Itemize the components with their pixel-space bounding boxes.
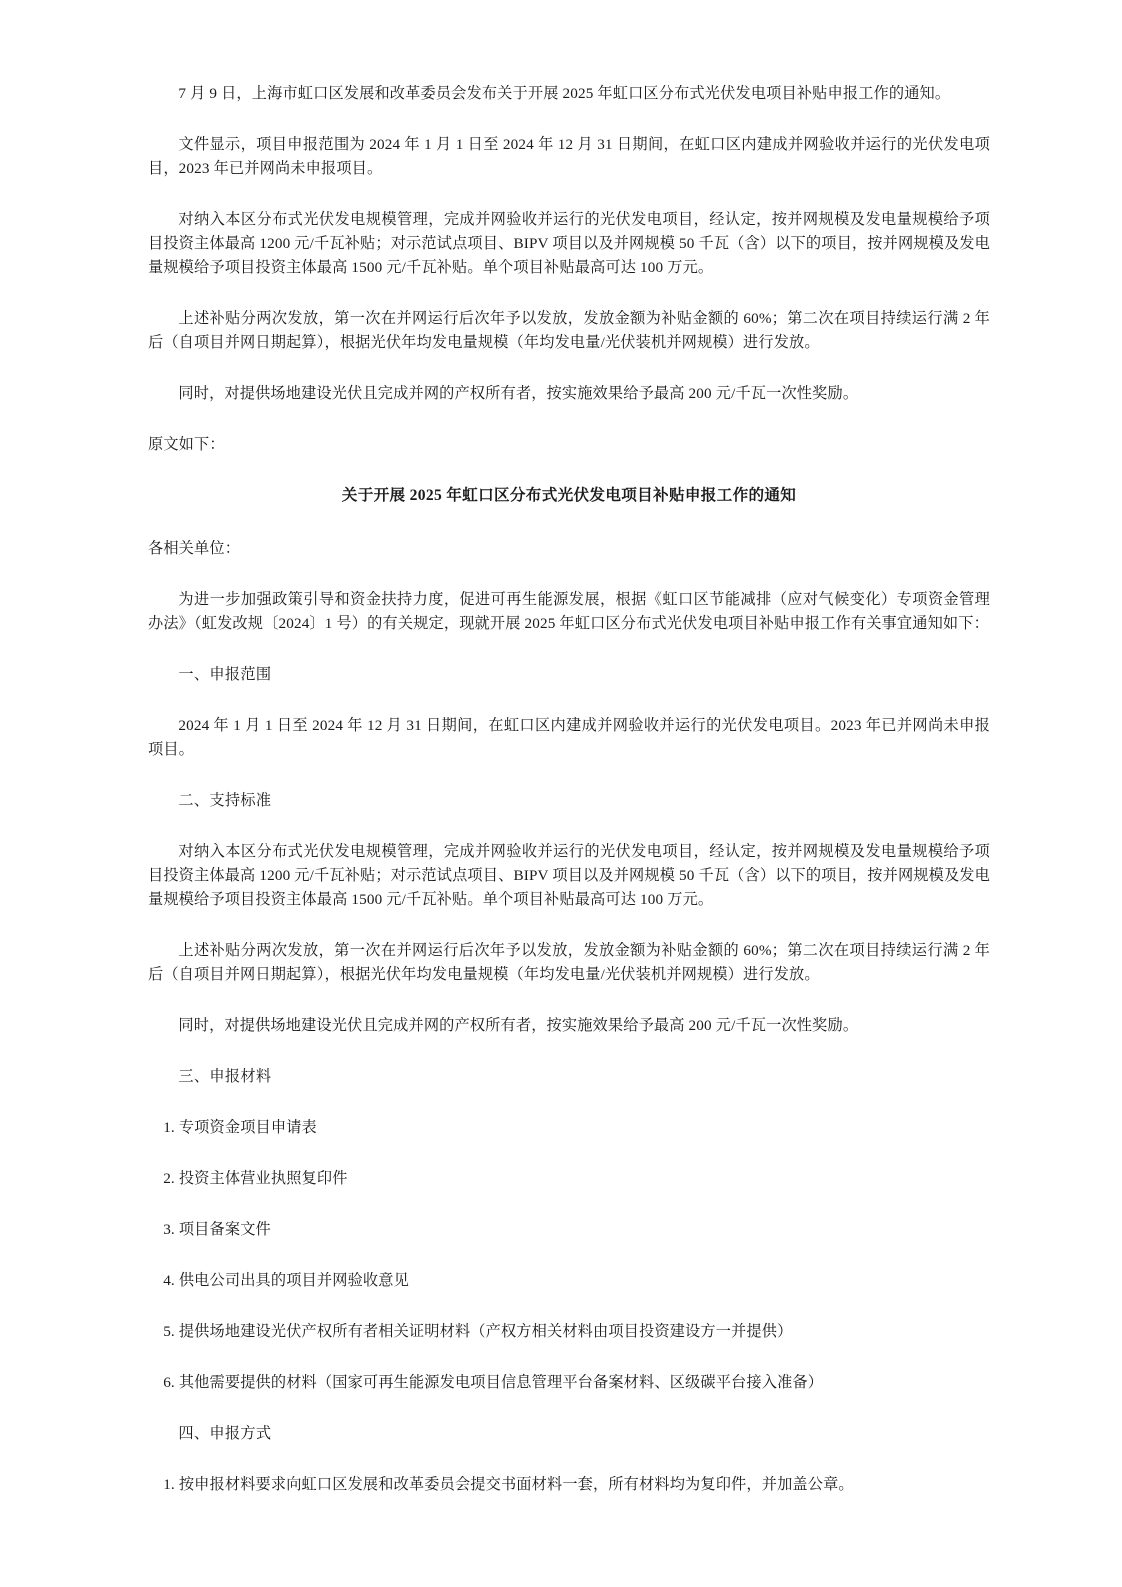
- list-item: 2. 投资主体营业执照复印件: [163, 1170, 348, 1187]
- section-2-paragraph-3: 同时，对提供场地建设光伏且完成并网的产权所有者，按实施效果给予最高 200 元/千瓦一次性奖励。: [178, 1017, 859, 1034]
- list-item: 1. 按申报材料要求向虹口区发展和改革委员会提交书面材料一套，所有材料均为复印件，并加盖公章。: [163, 1476, 854, 1493]
- section-heading-4: 四、申报方式: [178, 1425, 272, 1442]
- original-text-label: 原文如下：: [148, 436, 225, 453]
- section-heading-3: 三、申报材料: [178, 1068, 272, 1085]
- intro-paragraph-2: 文件显示，项目申报范围为 2024 年 1 月 1 日至 2024 年 12 月 31 日期间，在虹口区内建成并网验收并运行的光伏发电项目，2023 年已并网尚未申报项目。: [148, 136, 990, 177]
- list-item: 4. 供电公司出具的项目并网验收意见: [163, 1272, 409, 1289]
- list-item: 6. 其他需要提供的材料（国家可再生能源发电项目信息管理平台备案材料、区级碳平台接入准备）: [163, 1374, 824, 1391]
- section-1-paragraph-1: 2024 年 1 月 1 日至 2024 年 12 月 31 日期间，在虹口区内建成并网验收并运行的光伏发电项目。2023 年已并网尚未申报项目。: [148, 717, 990, 758]
- intro-paragraph-5: 同时，对提供场地建设光伏且完成并网的产权所有者，按实施效果给予最高 200 元/千瓦一次性奖励。: [178, 385, 859, 402]
- preamble-paragraph: 为进一步加强政策引导和资金扶持力度，促进可再生能源发展，根据《虹口区节能减排（应对气候变化）专项资金管理办法》（虹发改规〔2024〕1 号）的有关规定，现就开展 2025 年虹口区分布式光伏发电项目补贴申报工作有关事宜通知如下：: [148, 591, 990, 632]
- salutation: 各相关单位：: [148, 540, 241, 557]
- section-2-paragraph-1: 对纳入本区分布式光伏发电规模管理，完成并网验收并运行的光伏发电项目，经认定，按并网规模及发电量规模给予项目投资主体最高 1200 元/千瓦补贴；对示范试点项目、BIPV 项目以及并网规模 50 千瓦（含）以下的项目，按并网规模及发电量规模给予项目投资主体最高 1500 元/千瓦补贴。单个项目补贴最高可达 100 万元。: [148, 843, 990, 908]
- intro-paragraph-4: 上述补贴分两次发放，第一次在并网运行后次年予以发放，发放金额为补贴金额的 60%；第二次在项目持续运行满 2 年后（自项目并网日期起算），根据光伏年均发电量规模（年均发电量/光伏装机并网规模）进行发放。: [148, 310, 990, 351]
- document-body: [148, 82, 990, 1497]
- intro-paragraph-3: 对纳入本区分布式光伏发电规模管理，完成并网验收并运行的光伏发电项目，经认定，按并网规模及发电量规模给予项目投资主体最高 1200 元/千瓦补贴；对示范试点项目、BIPV 项目以及并网规模 50 千瓦（含）以下的项目，按并网规模及发电量规模给予项目投资主体最高 1500 元/千瓦补贴。单个项目补贴最高可达 100 万元。: [148, 211, 990, 276]
- section-2-paragraph-2: 上述补贴分两次发放，第一次在并网运行后次年予以发放，发放金额为补贴金额的 60%；第二次在项目持续运行满 2 年后（自项目并网日期起算），根据光伏年均发电量规模（年均发电量/光伏装机并网规模）进行发放。: [148, 942, 990, 983]
- intro-paragraph-1: 7 月 9 日，上海市虹口区发展和改革委员会发布关于开展 2025 年虹口区分布式光伏发电项目补贴申报工作的通知。: [178, 85, 951, 102]
- list-item: 5. 提供场地建设光伏产权所有者相关证明材料（产权方相关材料由项目投资建设方一并提供）: [163, 1323, 793, 1340]
- section-heading-2: 二、支持标准: [178, 792, 272, 809]
- list-item: 3. 项目备案文件: [163, 1221, 271, 1238]
- notice-title: 关于开展 2025 年虹口区分布式光伏发电项目补贴申报工作的通知: [341, 487, 797, 504]
- section-heading-1: 一、申报范围: [178, 666, 272, 683]
- list-item: 1. 专项资金项目申请表: [163, 1119, 317, 1136]
